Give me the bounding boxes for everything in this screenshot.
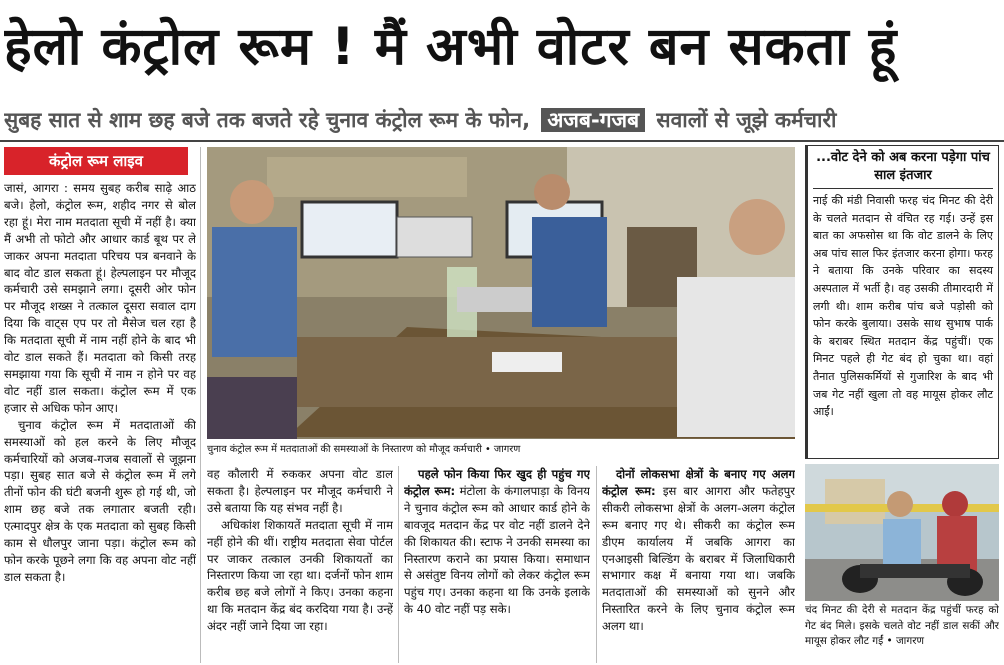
col2-paragraph-2: अधिकांश शिकायतें मतदाता सूची में नाम नहीं होने की थीं। राष्ट्रीय मतदाता सेवा पोर्टल पर जाकर तत्काल उनकी शिकायतों का निस्तारण किया जा रहा था। दर्जनों फोन शाम करीब छह बजे लोगों ने किए। उनका कहना था कि मतदान केंद्र बंद करदिया गया है। उन्हें अंदर नहीं जाने दिया जा रहा। — [207, 517, 393, 634]
voter-photo-caption: चंद मिनट की देरी से मतदान केंद्र पहुंचीं फरह को गेट बंद मिले। इसके चलते वोट नहीं डाल सकीं और मायूस होकर लौट गईं • जागरण — [805, 604, 999, 647]
voter-illustration — [805, 464, 999, 601]
sidebar-body: नाई की मंडी निवासी फरह चंद मिनट की देरी के चलते मतदान से वंचित रह गई। उन्हें इस बात का अफसोस था कि वोट डालने के लिए अब पांच साल फिर इंतजार करना होगा। फरह ने बताया कि उनके परिवार का सदस्य अस्पताल में भर्ती है। वह उसकी तीमारदारी में लगी थी। शाम करीब पांच बजे पड़ोसी को फोन करके बुलाया। उसके साथ सुभाष पार्क के बराबर स्थित मतदान केंद्र पहुंचीं। एक मिनट पहले ही गेट बंद हो चुका था। वहां तैनात पुलिसकर्मियों से गुजारिश के बाद भी जब गेट नहीं खुला तो वह मायूस होकर लौट आईं। — [813, 194, 993, 419]
article-column-2 — [207, 466, 393, 663]
col4-lead: दोनों लोकसभा क्षेत्रों के बनाए गए अलग कंट्रोल रूम: — [602, 467, 795, 498]
subhead-before: सुबह सात से शाम छह बजे तक बजते रहे चुनाव कंट्रोल रूम के फोन, — [4, 108, 531, 132]
photo-caption: चुनाव कंट्रोल रूम में मतदाताओं की समस्याओं के निस्तारण को मौजूद कर्मचारी • जागरण — [207, 444, 521, 455]
control-room-photo — [207, 147, 795, 439]
voter-photo — [805, 464, 999, 601]
section-badge: कंट्रोल रूम लाइव — [4, 147, 188, 175]
header-rule — [0, 140, 1004, 142]
col1-paragraph-1: जासं, आगरा : समय सुबह करीब साढ़े आठ बजे। हेलो, कंट्रोल रूम, शहीद नगर से बोल रहा हूं। मेरा नाम मतदाता सूची में नहीं है। क्या मैं अभी तो फोटो और आधार कार्ड बूथ पर ले जाकर अपना मतदाता परिचय पत्र बनवाने के बाद वोट डाल सकता हूं। हेल्पलाइन पर मौजूद कर्मचारी उसे समझाने लगा। दूसरी ओर फोन पर मौजूद शख्स ने तत्काल दूसरा सवाल दाग दिया कि वाट्स एप पर तो मैसेज चल रहा है कि मतदाता सूची में नाम नहीं होने के बाद भी वोट डाल सकते हैं। मतदाता को किसी तरह समझाया गया कि सूची में नाम न होने पर वह वोट नहीं डाल सकता। कंट्रोल रूम में एक हजार से अधिक फोन आए। — [4, 181, 196, 415]
col1-paragraph-2: चुनाव कंट्रोल रूम में मतदाताओं की समस्याओं को हल करने के लिए मौजूद कर्मचारियों को अजब-गजब सवालों से जूझना पड़ा। सुबह सात बजे से कंट्रोल रूम में लगे तीनों फोन की घंटी बजनी शुरू हो गई थी, जो शाम छह बजे तक लगातार बजती रही। एत्मादपुर क्षेत्र के एक मतदाता को सुबह किसी काम से धौलपुर जाना पड़ा। कंट्रोल रूम को फोन करके पूछने लगा कि वह अपना वोट नहीं डाल सकता है। — [4, 417, 196, 584]
article-column-1 — [4, 180, 196, 663]
sidebar-title: ...वोट देने को अब करना पड़ेगा पांच साल इंतजार — [813, 149, 993, 189]
control-room-illustration — [207, 147, 795, 439]
subhead-highlight: अजब-गजब — [541, 108, 645, 132]
subhead-after: सवालों से जूझे कर्मचारी — [656, 108, 837, 132]
col3-paragraph: मंटोला के कंगालपाड़ा के विनय ने चुनाव कंट्रोल रूम को आधार कार्ड होने के बावजूद मतदान केंद्र पर वोट नहीं डालने देने की शिकायत की। स्टाफ ने उनकी समस्या का निस्तारण कराने का प्रयास किया। समाधान से असंतुष्ट विनय लोगों को लेकर कंट्रोल रूम पहुंच गए। उनका कहना था कि उनके इलाके के 40 वोट नहीं पड़ सके। — [404, 483, 590, 617]
col2-paragraph-1: वह कौलारी में रुककर अपना वोट डाल सकता है। हेल्पलाइन पर मौजूद कर्मचारी ने उसे बताया कि यह संभव नहीं है। — [207, 467, 393, 515]
column-divider — [200, 147, 201, 663]
column-divider — [596, 466, 597, 663]
article-column-3 — [404, 466, 590, 663]
column-divider — [398, 466, 399, 663]
col3-lead: पहले फोन किया फिर खुद ही पहुंच गए कंट्रोल रूम: — [404, 467, 590, 498]
sidebar-story — [805, 145, 999, 459]
article-column-4 — [602, 466, 795, 663]
col4-paragraph: इस बार आगरा और फतेहपुर सीकरी लोकसभा क्षेत्रों के अलग-अलग कंट्रोल रूम बनाए गए थे। सीकरी का कंट्रोल रूम डीएम कार्यालय में जबकि आगरा का एनआइसी बिल्डिंग के बराबर में जिलाधिकारी सभागार कक्ष में बनाया गया था। जबकि मतदाताओं की समस्याओं को सुनने और निस्तारित करने के लिए चुनाव कंट्रोल रूम अलग था। — [602, 483, 795, 634]
headline: हेलो कंट्रोल रूम ! मैं अभी वोटर बन सकता हूं — [4, 17, 898, 77]
subheadline — [4, 102, 1000, 138]
